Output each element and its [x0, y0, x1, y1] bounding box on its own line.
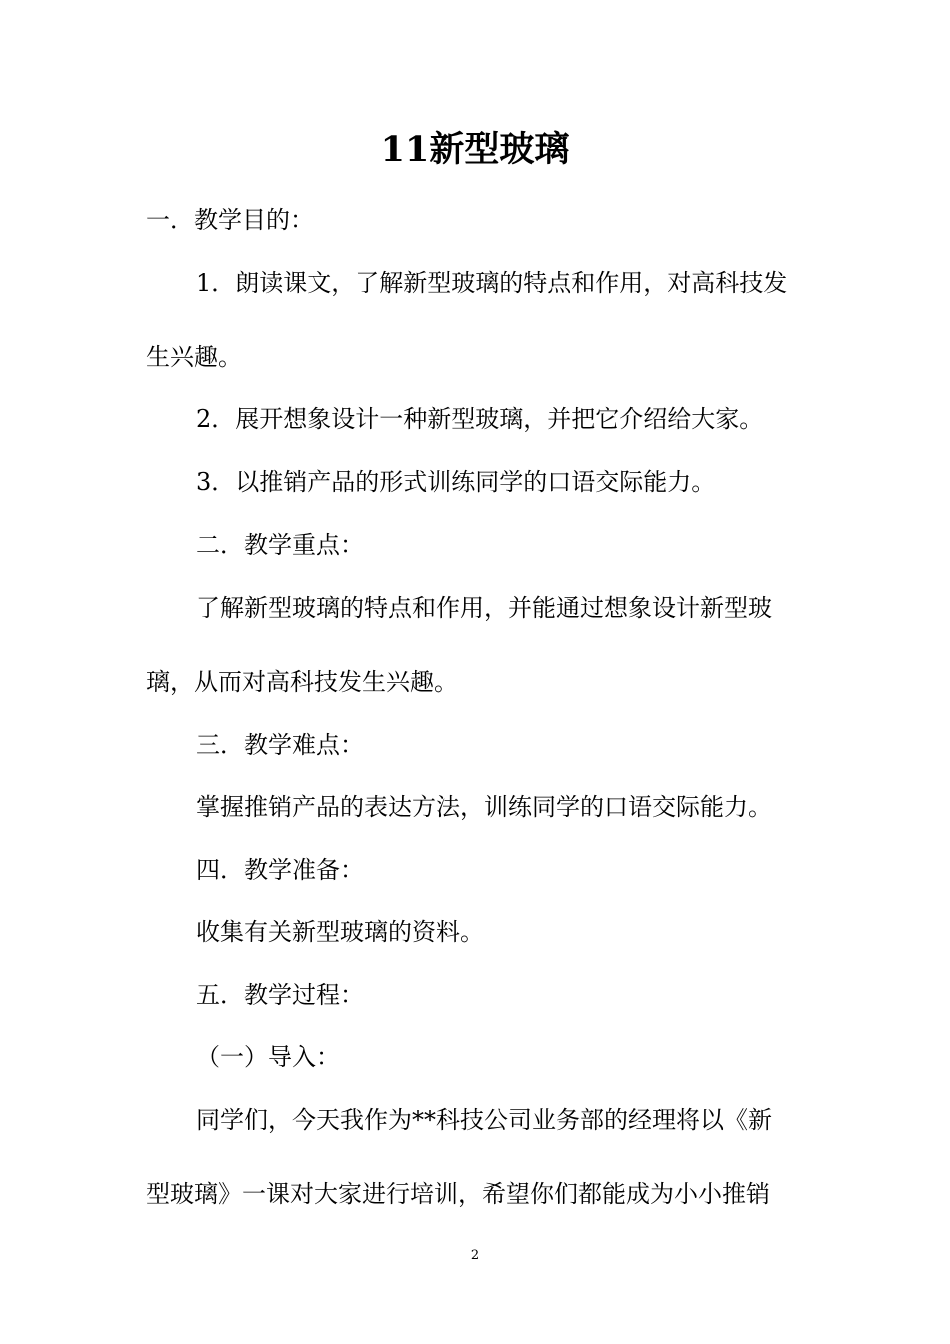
objective-2: 2．展开想象设计一种新型玻璃，并把它介绍给大家。	[196, 405, 764, 433]
section-heading-objectives: 一．教学目的：	[146, 206, 314, 234]
key-points-line-2: 璃，从而对高科技发生兴趣。	[146, 668, 458, 696]
objective-1-line-2: 生兴趣。	[146, 343, 242, 371]
objective-1-line-1: 1．朗读课文，了解新型玻璃的特点和作用，对高科技发	[196, 269, 788, 297]
intro-line-2: 型玻璃》一课对大家进行培训，希望你们都能成为小小推销	[146, 1180, 770, 1208]
difficulties-text: 掌握推销产品的表达方法，训练同学的口语交际能力。	[196, 793, 772, 821]
section-heading-process: 五．教学过程：	[196, 981, 364, 1009]
subsection-heading-intro: （一）导入：	[196, 1043, 340, 1071]
section-heading-key-points: 二．教学重点：	[196, 531, 364, 559]
intro-line-1: 同学们，今天我作为**科技公司业务部的经理将以《新	[196, 1106, 772, 1134]
preparation-text: 收集有关新型玻璃的资料。	[196, 918, 484, 946]
page-number: 2	[470, 1248, 480, 1263]
document-title: 11新型玻璃	[380, 129, 570, 170]
objective-3: 3．以推销产品的形式训练同学的口语交际能力。	[196, 468, 716, 496]
section-heading-preparation: 四．教学准备：	[196, 856, 364, 884]
section-heading-difficulties: 三．教学难点：	[196, 731, 364, 759]
key-points-line-1: 了解新型玻璃的特点和作用，并能通过想象设计新型玻	[196, 594, 772, 622]
